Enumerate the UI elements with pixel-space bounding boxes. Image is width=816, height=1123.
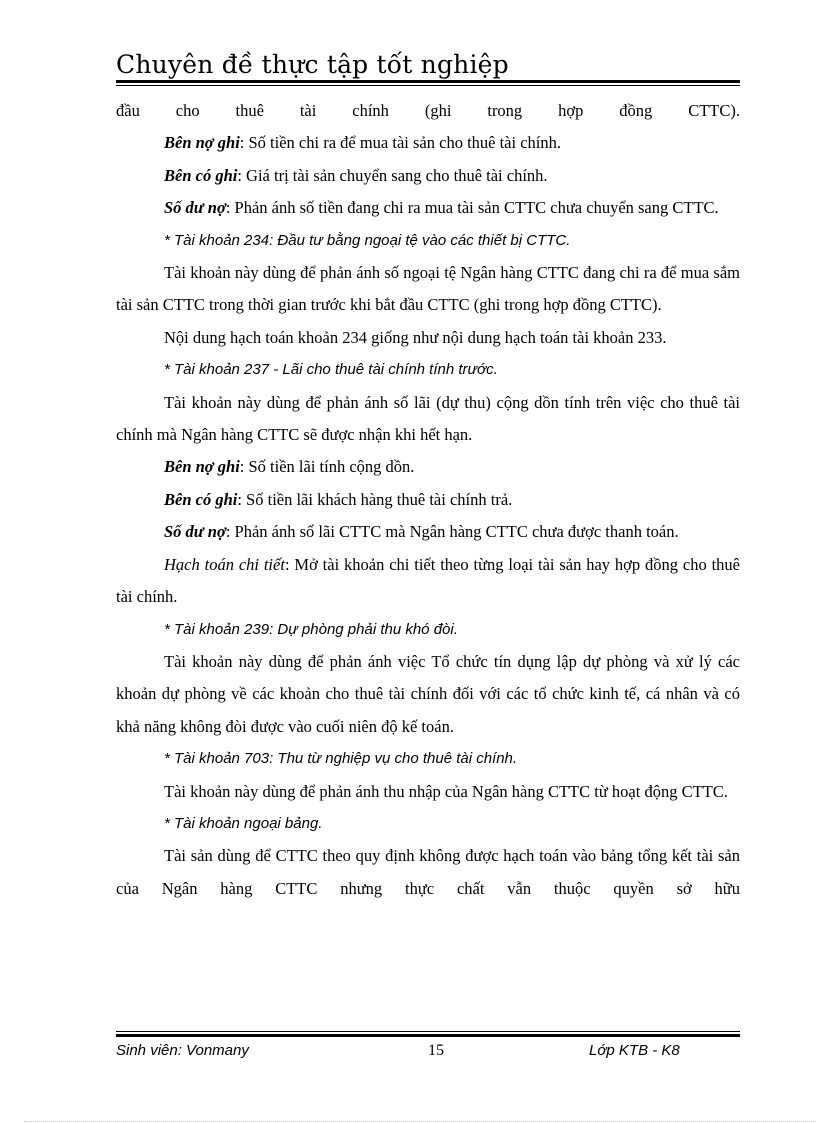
paragraph: đầu cho thuê tài chính (ghi trong hợp đồng CTTC).: [116, 101, 740, 120]
paragraph-text: : Mở tài khoản chi tiết theo từng loại tài sản hay hợp đồng cho thuê tài chính.: [116, 554, 740, 607]
paragraph: Tài khoản này dùng để phản ánh số lãi (dự thu) cộng dồn tính trên việc cho thuê tài chính mà Ngân hàng CTTC sẽ được nhận khi hết hạn.: [116, 392, 740, 445]
paragraph-label: Bên nợ ghi: [164, 457, 240, 477]
paragraph: [116, 549, 740, 614]
paragraph: Tài khoản này dùng để phản ánh số ngoại tệ Ngân hàng CTTC đang chi ra để mua sắm tài sản CTTC trong thời gian trước khi bắt đầu CTTC (ghi trong hợp đồng CTTC).: [116, 263, 740, 315]
paragraph-label: Số dư nợ: [164, 198, 226, 218]
paragraph-label: Số dư nợ: [164, 522, 226, 542]
paragraph: [116, 451, 740, 483]
paragraph: Tài khoản này dùng để phản ánh việc Tổ chức tín dụng lập dự phòng và xử lý các khoản dự phòng về các khoản cho thuê tài chính đối với các tổ chức kinh tế, cá nhân và có khả năng không đòi được vào cuối niên độ kế toán.: [116, 651, 740, 736]
paragraph: [116, 192, 740, 224]
footer-rule-thin: [116, 1031, 740, 1032]
paragraph: [116, 127, 740, 159]
paragraph-text: : Số tiền chi ra để mua tài sản cho thuê tài chính.: [239, 133, 561, 153]
page-bottom-edge: [24, 1121, 816, 1122]
footer-student: Sinh viên: Vonmany: [116, 1042, 249, 1059]
paragraph-text: : Số tiền lãi tính cộng dồn.: [239, 457, 415, 477]
footer-class: Lớp KTB - K8: [589, 1042, 680, 1059]
paragraph: Tài sản dùng để CTTC theo quy định không được hạch toán vào bảng tổng kết tài sản của Ngân hàng CTTC nhưng thực chất vẫn thuộc quyền sở hữu: [116, 846, 740, 898]
page-header-title: Chuyên đề thực tập tốt nghiệp: [116, 50, 509, 79]
page-footer: [116, 1042, 740, 1066]
header-rule-thick: [116, 80, 740, 83]
header-rule-thin: [116, 85, 740, 86]
account-heading: * Tài khoản 237 - Lãi cho thuê tài chính tính trước.: [164, 361, 498, 379]
paragraph-text: : Phản ánh số lãi CTTC mà Ngân hàng CTTC chưa được thanh toán.: [225, 522, 679, 542]
paragraph-text: : Số tiền lãi khách hàng thuê tài chính trả.: [237, 489, 513, 509]
paragraph: Tài khoản này dùng để phản ánh thu nhập của Ngân hàng CTTC từ hoạt động CTTC.: [164, 781, 728, 801]
paragraph-label: Bên nợ ghi: [164, 133, 240, 153]
footer-rule-thick: [116, 1034, 740, 1037]
body-text: [116, 95, 740, 905]
paragraph: Nội dung hạch toán khoản 234 giống như nội dung hạch toán tài khoản 233.: [164, 327, 667, 347]
paragraph-label: Bên có ghi: [164, 489, 238, 509]
paragraph: [116, 160, 740, 192]
paragraph: [116, 516, 740, 548]
paragraph-text: : Phản ánh số tiền đang chi ra mua tài sản CTTC chưa chuyển sang CTTC.: [225, 198, 719, 218]
paragraph-label: Hạch toán chi tiết: [164, 554, 285, 574]
footer-page-number: 15: [428, 1042, 444, 1059]
account-heading: * Tài khoản 703: Thu từ nghiệp vụ cho thuê tài chính.: [164, 750, 518, 768]
paragraph-text: : Giá trị tài sản chuyển sang cho thuê tài chính.: [237, 165, 548, 185]
paragraph-label: Bên có ghi: [164, 165, 238, 185]
account-heading: * Tài khoản 239: Dự phòng phải thu khó đòi.: [164, 620, 458, 638]
paragraph: [116, 484, 740, 516]
account-heading: * Tài khoản 234: Đầu tư bằng ngoại tệ vào các thiết bị CTTC.: [164, 231, 571, 249]
account-heading: * Tài khoản ngoại bảng.: [164, 814, 323, 832]
